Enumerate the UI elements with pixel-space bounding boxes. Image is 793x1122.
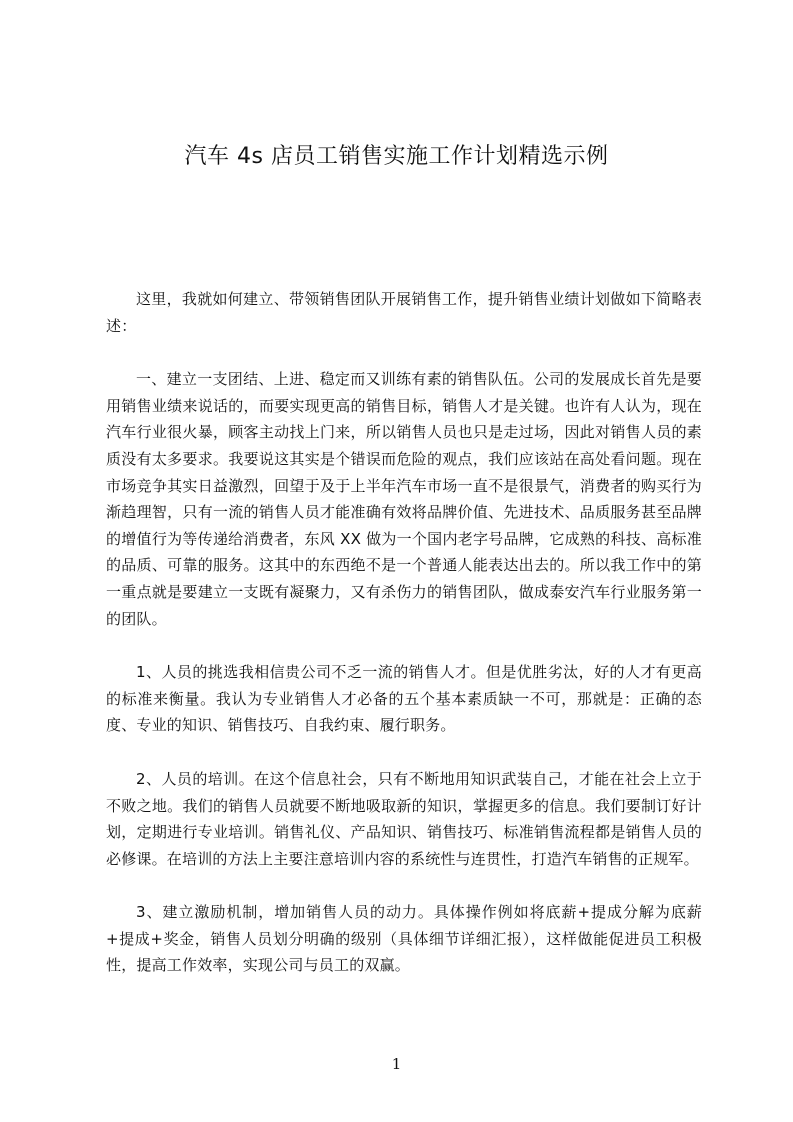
- paragraph-item-training: 2、人员的培训。在这个信息社会，只有不断地用知识武装自己，才能在社会上立于不败之地。我们的销售人员就要不断地吸取新的知识，掌握更多的信息。我们要制订好计划，定期进行专业培训。销售礼仪、产品知识、销售技巧、标准销售流程都是销售人员的必修课。在培训的方法上主要注意培训内容的系统性与连贯性，打造汽车销售的正规军。: [106, 769, 702, 868]
- paragraph-section-one: 一、建立一支团结、上进、稳定而又训练有素的销售队伍。公司的发展成长首先是要用销售业绩来说话的，而要实现更高的销售目标，销售人才是关键。也许有人认为，现在汽车行业很火暴，顾客主动找上门来，所以销售人员也只是走过场，因此对销售人员的素质没有太多要求。我要说这其实是个错误而危险的观点，我们应该站在高处看问题。现在市场竞争其实日益激烈，回望于及于上半年汽车市场一直不是很景气，消费者的购买行为渐趋理智，只有一流的销售人员才能准确有效将品牌价值、先进技术、品质服务甚至品牌的增值行为等传递给消费者，东风 XX 做为一个国内老字号品牌，它成熟的科技、高标准的品质、可靠的服务。这其中的东西绝不是一个普通人能表达出去的。所以我工作中的第一重点就是要建立一支既有凝聚力，又有杀伤力的销售团队，做成泰安汽车行业服务第一的团队。: [106, 370, 702, 628]
- page-number: 1: [391, 1055, 402, 1073]
- paragraph-item-selection: 1、人员的挑选我相信贵公司不乏一流的销售人才。但是优胜劣汰，好的人才有更高的标准来衡量。我认为专业销售人才必备的五个基本素质缺一不可，那就是：正确的态度、专业的知识、销售技巧、自我约束、履行职务。: [106, 663, 702, 735]
- paragraph-item-incentive: 3、建立激励机制，增加销售人员的动力。具体操作例如将底薪+提成分解为底薪+提成+奖金，销售人员划分明确的级别（具体细节详细汇报），这样做能促进员工积极性，提高工作效率，实现公司与员工的双赢。: [106, 903, 702, 975]
- document-body: [106, 286, 702, 1006]
- page-title: 汽车 4s 店员工销售实施工作计划精选示例: [184, 144, 609, 169]
- paragraph-intro: 这里，我就如何建立、带领销售团队开展销售工作，提升销售业绩计划做如下简略表述：: [106, 290, 702, 335]
